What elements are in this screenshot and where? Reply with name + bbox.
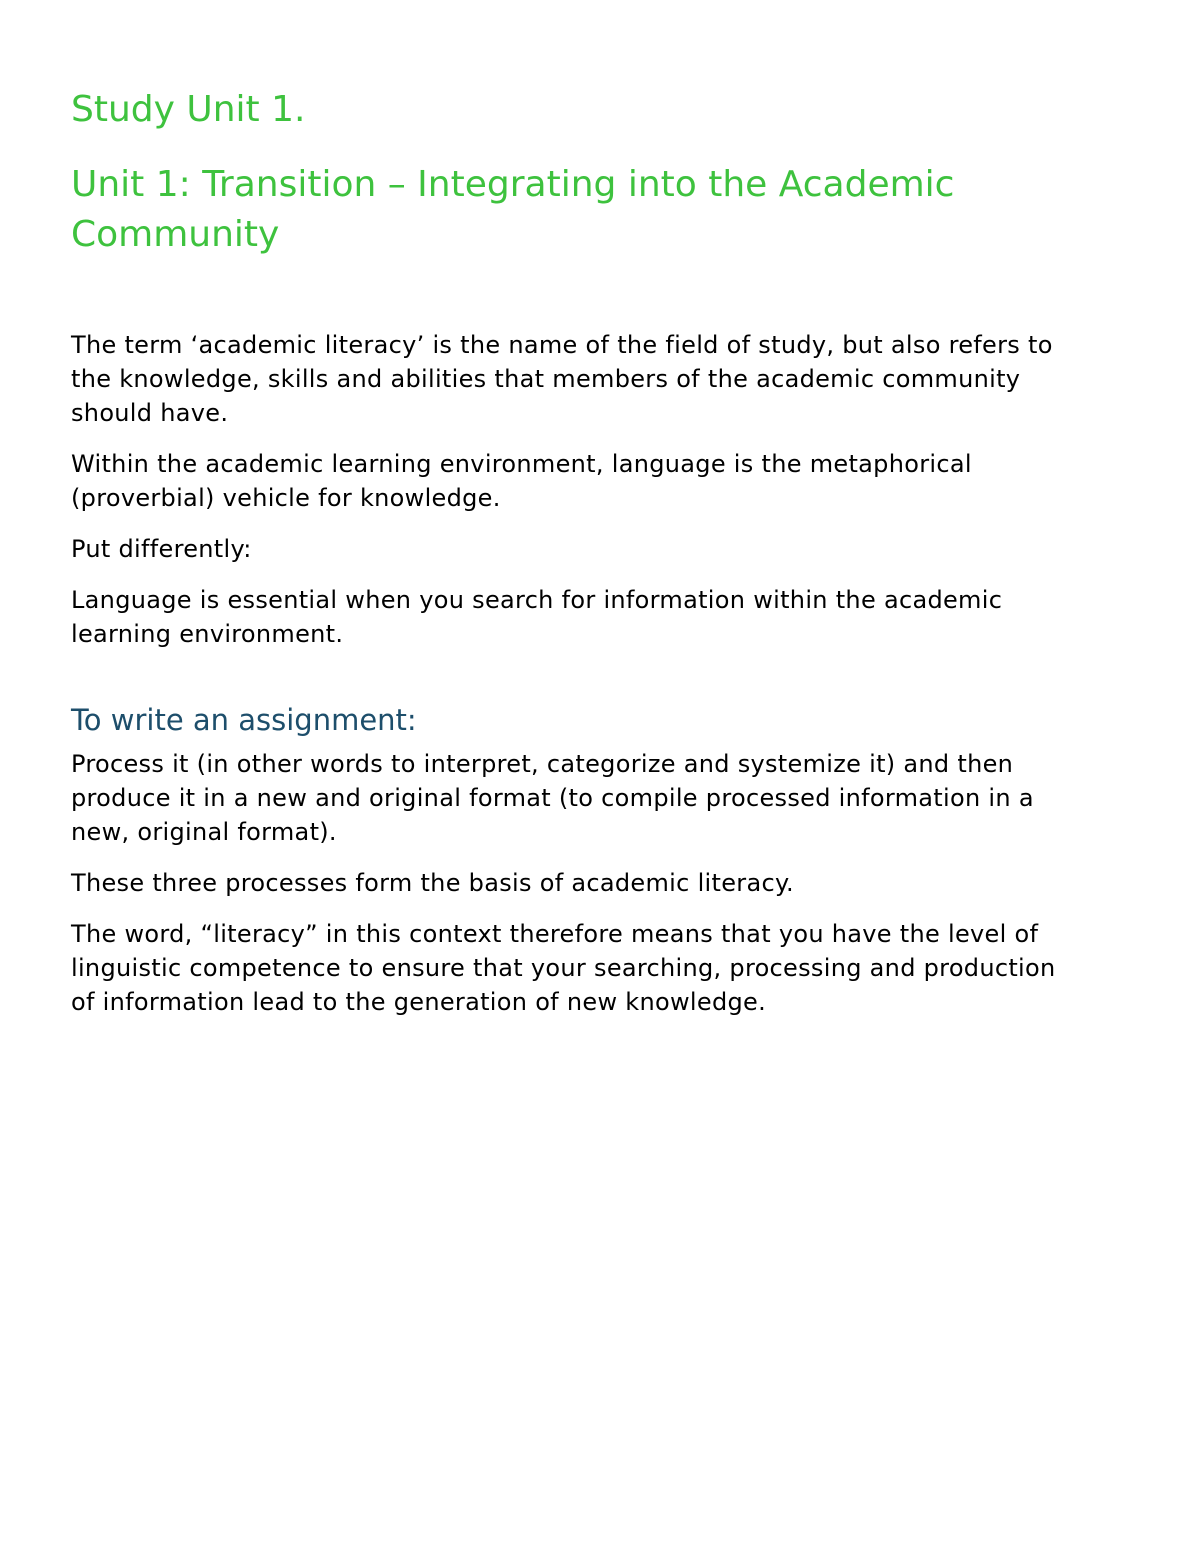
paragraph-process-it: Process it (in other words to interpret, categorize and systemize it) and then produce it in a new and original format (to compile processed information in a new, original format).: [71, 750, 1034, 846]
paragraph-language-vehicle: Within the academic learning environment, language is the metaphorical (proverbial) vehicle for knowledge.: [71, 450, 972, 512]
document-subtitle: Unit 1: Transition – Integrating into the Academic Community: [71, 164, 955, 255]
section-heading-assignment: To write an assignment:: [71, 703, 417, 737]
paragraph-literacy-meaning: The word, “literacy” in this context therefore means that you have the level of linguistic competence to ensure that your searching, processing and production of information lead to the generation of new knowledge.: [71, 920, 1056, 1016]
paragraph-language-essential: Language is essential when you search for information within the academic learning environment.: [71, 586, 1003, 648]
intro-section: [71, 328, 1071, 651]
document-page: [71, 88, 1071, 1036]
document-title: Study Unit 1.: [71, 89, 306, 130]
paragraph-put-differently: Put differently:: [71, 535, 252, 563]
paragraph-academic-literacy: The term ‘academic literacy’ is the name of the field of study, but also refers to the knowledge, skills and abilities that members of the academic community should have.: [71, 331, 1053, 427]
paragraph-three-processes: These three processes form the basis of academic literacy.: [71, 869, 794, 897]
assignment-section: [71, 747, 1071, 1019]
